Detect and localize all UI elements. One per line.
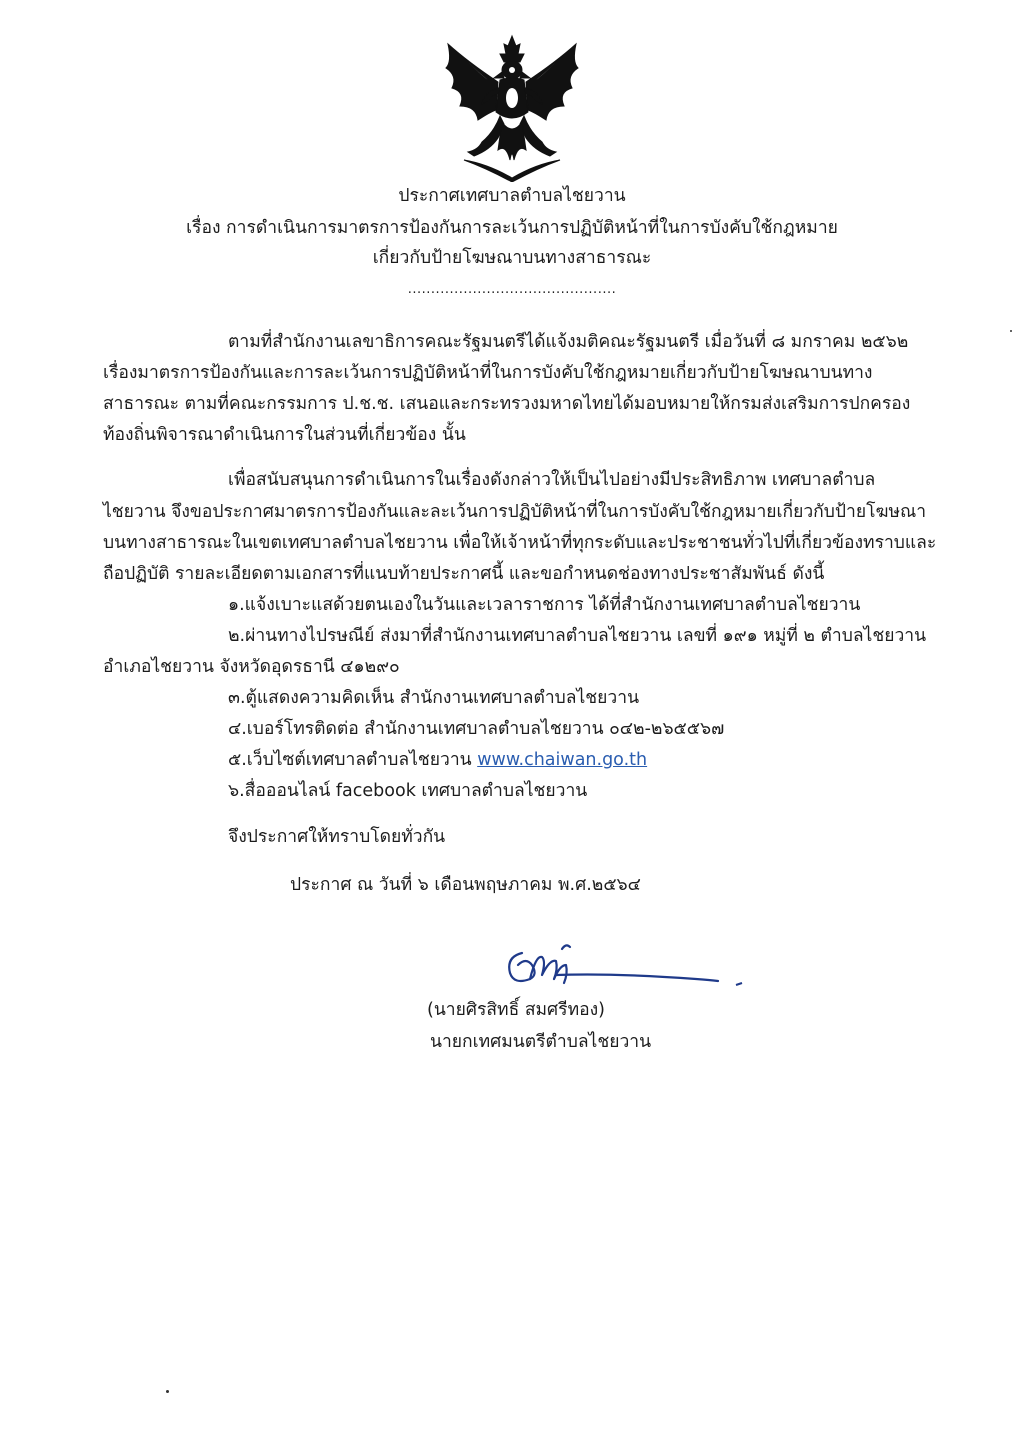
subject-line-1: เรื่อง การดำเนินการมาตรการป้องกันการละเว้นการปฏิบัติหน้าที่ในการบังคับใช้กฎหมาย <box>186 218 838 238</box>
paragraph-2-line-1: เพื่อสนับสนุนการดำเนินการในเรื่องดังกล่าวให้เป็นไปอย่างมีประสิทธิภาพ เทศบาลตำบล <box>228 470 876 490</box>
channel-5 <box>228 748 647 772</box>
channel-6: ๖.สื่อออนไลน์ facebook เทศบาลตำบลไชยวาน <box>228 781 588 801</box>
channel-3: ๓.ตู้แสดงความคิดเห็น สำนักงานเทศบาลตำบลไชยวาน <box>228 688 640 708</box>
channel-2-line-1: ๒.ผ่านทางไปรษณีย์ ส่งมาที่สำนักงานเทศบาลตำบลไชยวาน เลขที่ ๑๙๑ หมู่ที่ ๒ ตำบลไชยวาน <box>228 626 927 646</box>
signatory-position: นายกเทศมนตรีตำบลไชยวาน <box>430 1032 652 1052</box>
announcement-date: ประกาศ ณ วันที่ ๖ เดือนพฤษภาคม พ.ศ.๒๕๖๔ <box>290 875 641 895</box>
scan-speck <box>1010 330 1012 332</box>
channel-5-label: ๕.เว็บไซต์เทศบาลตำบลไชยวาน <box>228 750 478 770</box>
website-link[interactable]: www.chaiwan.go.th <box>477 750 648 770</box>
closing-statement: จึงประกาศให้ทราบโดยทั่วกัน <box>228 827 446 847</box>
subject-line-2: เกี่ยวกับป้ายโฆษณาบนทางสาธารณะ <box>372 248 652 268</box>
scan-speck <box>166 1390 169 1393</box>
channel-2-line-2: อำเภอไชยวาน จังหวัดอุดรธานี ๔๑๒๙๐ <box>103 657 400 677</box>
separator: ............................................. <box>407 282 617 297</box>
paragraph-1-line-2: เรื่องมาตรการป้องกันและการละเว้นการปฏิบัติหน้าที่ในการบังคับใช้กฎหมายเกี่ยวกับป้ายโฆษณาบนทาง <box>103 363 873 383</box>
channel-4: ๔.เบอร์โทรติดต่อ สำนักงานเทศบาลตำบลไชยวาน ๐๔๒-๒๖๕๕๖๗ <box>228 719 725 739</box>
paragraph-2-line-3: บนทางสาธารณะในเขตเทศบาลตำบลไชยวาน เพื่อให้เจ้าหน้าที่ทุกระดับและประชาชนทั่วไปที่เกี่ยวข้องทราบและ <box>103 533 937 553</box>
announcement-title: ประกาศเทศบาลตำบลไชยวาน <box>398 186 626 206</box>
paragraph-1-line-1: ตามที่สำนักงานเลขาธิการคณะรัฐมนตรีได้แจ้งมติคณะรัฐมนตรี เมื่อวันที่ ๘ มกราคม ๒๕๖๒ <box>228 332 909 352</box>
channel-1: ๑.แจ้งเบาะแสด้วยตนเองในวันและเวลาราชการ ได้ที่สำนักงานเทศบาลตำบลไชยวาน <box>228 595 861 615</box>
paragraph-2-line-2: ไชยวาน จึงขอประกาศมาตรการป้องกันและละเว้นการปฏิบัติหน้าที่ในการบังคับใช้กฎหมายเกี่ยวกับป้ายโฆษณา <box>103 502 927 522</box>
garuda-emblem-icon <box>438 32 586 182</box>
signatory-name: (นายศิรสิทธิ์ สมศรีทอง) <box>427 1000 605 1020</box>
paragraph-2-line-4: ถือปฏิบัติ รายละเอียดตามเอกสารที่แนบท้ายประกาศนี้ และขอกำหนดช่องทางประชาสัมพันธ์ ดังนี้ <box>103 564 825 584</box>
paragraph-1-line-4: ท้องถิ่นพิจารณาดำเนินการในส่วนที่เกี่ยวข้อง นั้น <box>103 425 466 445</box>
paragraph-1-line-3: สาธารณะ ตามที่คณะกรรมการ ป.ช.ช. เสนอและกระทรวงมหาดไทยได้มอบหมายให้กรมส่งเสริมการปกครอง <box>103 394 911 414</box>
